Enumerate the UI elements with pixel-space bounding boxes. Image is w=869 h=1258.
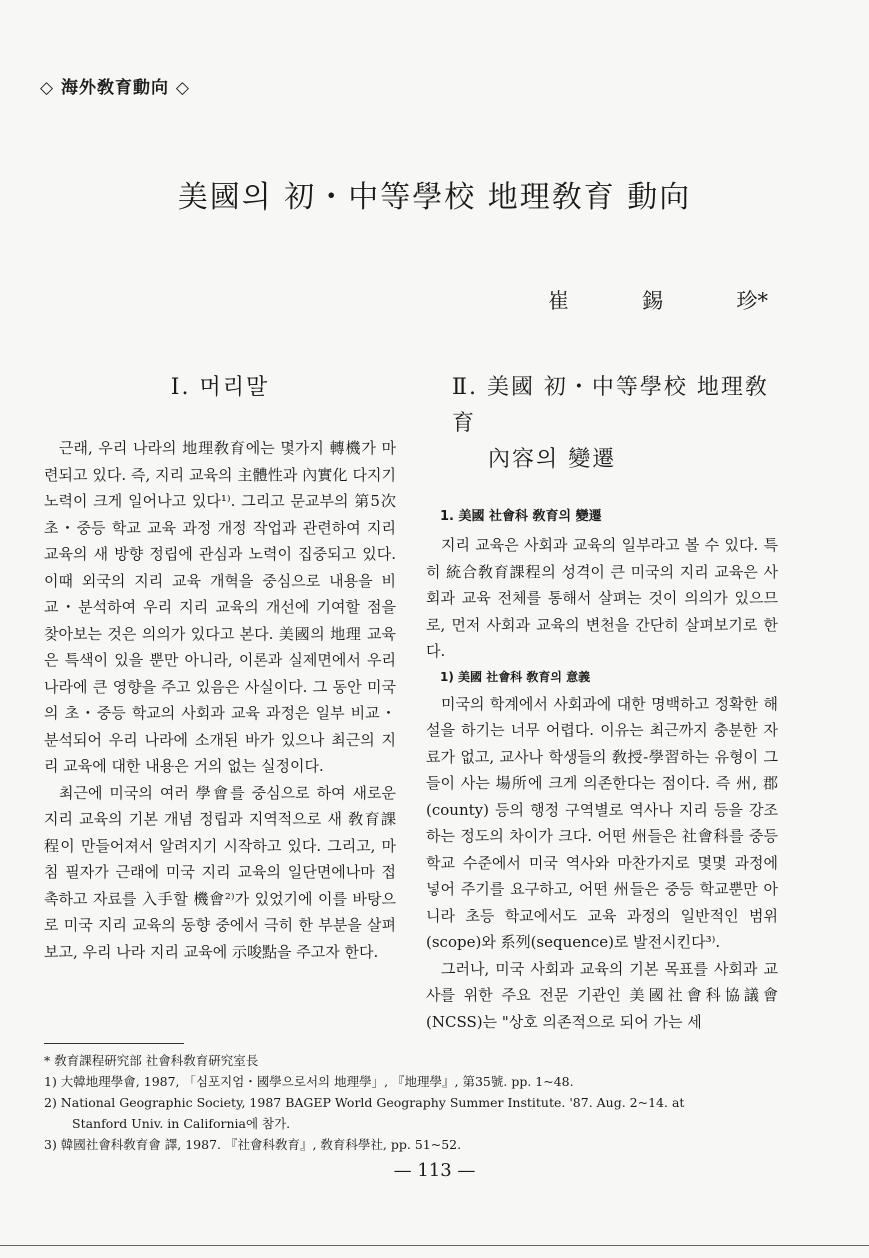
sub-subsection-heading: 1) 美國 社會科 敎育의 意義 xyxy=(440,669,591,684)
body-paragraph: 미국의 학계에서 사회과에 대한 명백하고 정확한 해설을 하기는 너무 어렵다. 이유는 최근까지 충분한 자료가 없고, 교사나 학생들의 敎授-學習하는 유형이 그들이 사는 場所에 크게 의존한다는 점이다. 즉 州, 郡(county) 등의 행정 구역별로 역사나 지리 등을 강조하는 정도의 차이가 크다. 어떤 州들은 社會科를 중등 학교 수준에서 미국 역사와 마찬가지로 몇몇 과정에 넣어 주기를 요구하고, 어떤 州들은 중등 학교뿐만 아니라 초등 학교에서도 교육 과정의 일반적인 범위(scope)와 系列(sequence)로 발전시킨다³⁾. xyxy=(426,694,778,951)
section-tag: ◇ 海外敎育動向 ◇ xyxy=(40,78,190,98)
author-char-2: 錫 xyxy=(642,289,664,313)
footnote: 3) 韓國社會科敎育會 譯, 1987. 『社會科敎育』, 敎育科學社, pp. 51~52. xyxy=(44,1137,462,1152)
footnotes xyxy=(44,1050,784,1155)
article-title: 美國의 初・中等學校 地理敎育 動向 xyxy=(177,180,692,215)
section-heading-contents xyxy=(426,370,778,478)
body-paragraph: 근래, 우리 나라의 地理敎育에는 몇가지 轉機가 마련되고 있다. 즉, 지리 교육의 主體性과 內實化 다지기 노력이 크게 일어나고 있다¹⁾. 그리고 문교부의 第5次 초・중등 학교 교육 과정 개정 작업과 관련하여 지리 교육의 새 방향 정립에 관심과 노력이 집중되고 있다. 이때 외국의 지리 교육 개혁을 중심으로 내용을 비교・분석하여 우리 지리 교육의 개선에 기여할 점을 찾아보는 것은 의의가 있다고 본다. 美國의 地理 교육은 특색이 있을 뿐만 아니라, 이론과 실제면에서 우리 나라에 큰 영향을 주고 있음은 사실이다. 그 동안 미국의 초・중등 학교의 사회과 교육 과정은 일부 비교・분석되어 우리 나라에 소개된 바가 있으나 최근의 지리 교육에 대한 내용은 거의 없는 실정이다. xyxy=(44,439,396,775)
heading-line-2: 內容의 變遷 xyxy=(488,447,617,472)
footnote: 1) 大韓地理學會, 1987, 「심포지엄・國學으로서의 地理學」, 『地理學』, 第35號. pp. 1~48. xyxy=(44,1074,574,1089)
subsection-heading: 1. 美國 社會科 敎育의 變遷 xyxy=(440,509,602,524)
footnote-divider xyxy=(44,1043,184,1044)
footnote: 2) National Geographic Society, 1987 BAGEP World Geography Summer Institute. '87. Aug. 2~14. at xyxy=(44,1095,685,1110)
page-bottom-edge xyxy=(0,1245,869,1246)
page-number: — 113 — xyxy=(393,1160,476,1181)
right-column xyxy=(426,360,778,1035)
heading-line-1: Ⅱ. 美國 初・中等學校 地理敎育 xyxy=(452,375,769,436)
body-paragraph: 최근에 미국의 여러 學會를 중심으로 하여 새로운 지리 교육의 기본 개념 정립과 지역적으로 새 敎育課程이 만들어져서 알려지기 시작하고 있다. 그리고, 마침 필자가 근래에 미국 지리 교육의 일단면에나마 접촉하고 자료를 入手할 機會²⁾가 있었기에 이를 바탕으로 미국 지리 교육의 동향 중에서 극히 한 부분을 살펴보고, 우리 나라 지리 교육에 示唆點을 주고자 한다. xyxy=(44,783,396,961)
author-char-3: 珍* xyxy=(736,289,768,313)
author-name xyxy=(548,285,768,315)
body-paragraph: 지리 교육은 사회과 교육의 일부라고 볼 수 있다. 특히 統合敎育課程의 성격이 큰 미국의 지리 교육은 사회과 교육 전체를 통해서 살펴는 것이 의의가 있으므로, 먼저 사회과 교육의 변천을 간단히 살펴보기로 한다. xyxy=(426,536,778,660)
footnote-continuation: Stanford Univ. in California에 참가. xyxy=(72,1116,291,1131)
body-paragraph: 그러나, 미국 사회과 교육의 기본 목표를 사회과 교사를 위한 주요 전문 기관인 美國社會科協議會(NCSS)는 "상호 의존적으로 되어 가는 세 xyxy=(426,959,778,1031)
footnote: * 敎育課程硏究部 社會科敎育硏究室長 xyxy=(44,1053,259,1068)
left-column xyxy=(44,360,396,965)
section-heading-intro: Ⅰ. 머리말 xyxy=(170,375,270,400)
author-char-1: 崔 xyxy=(548,289,569,313)
